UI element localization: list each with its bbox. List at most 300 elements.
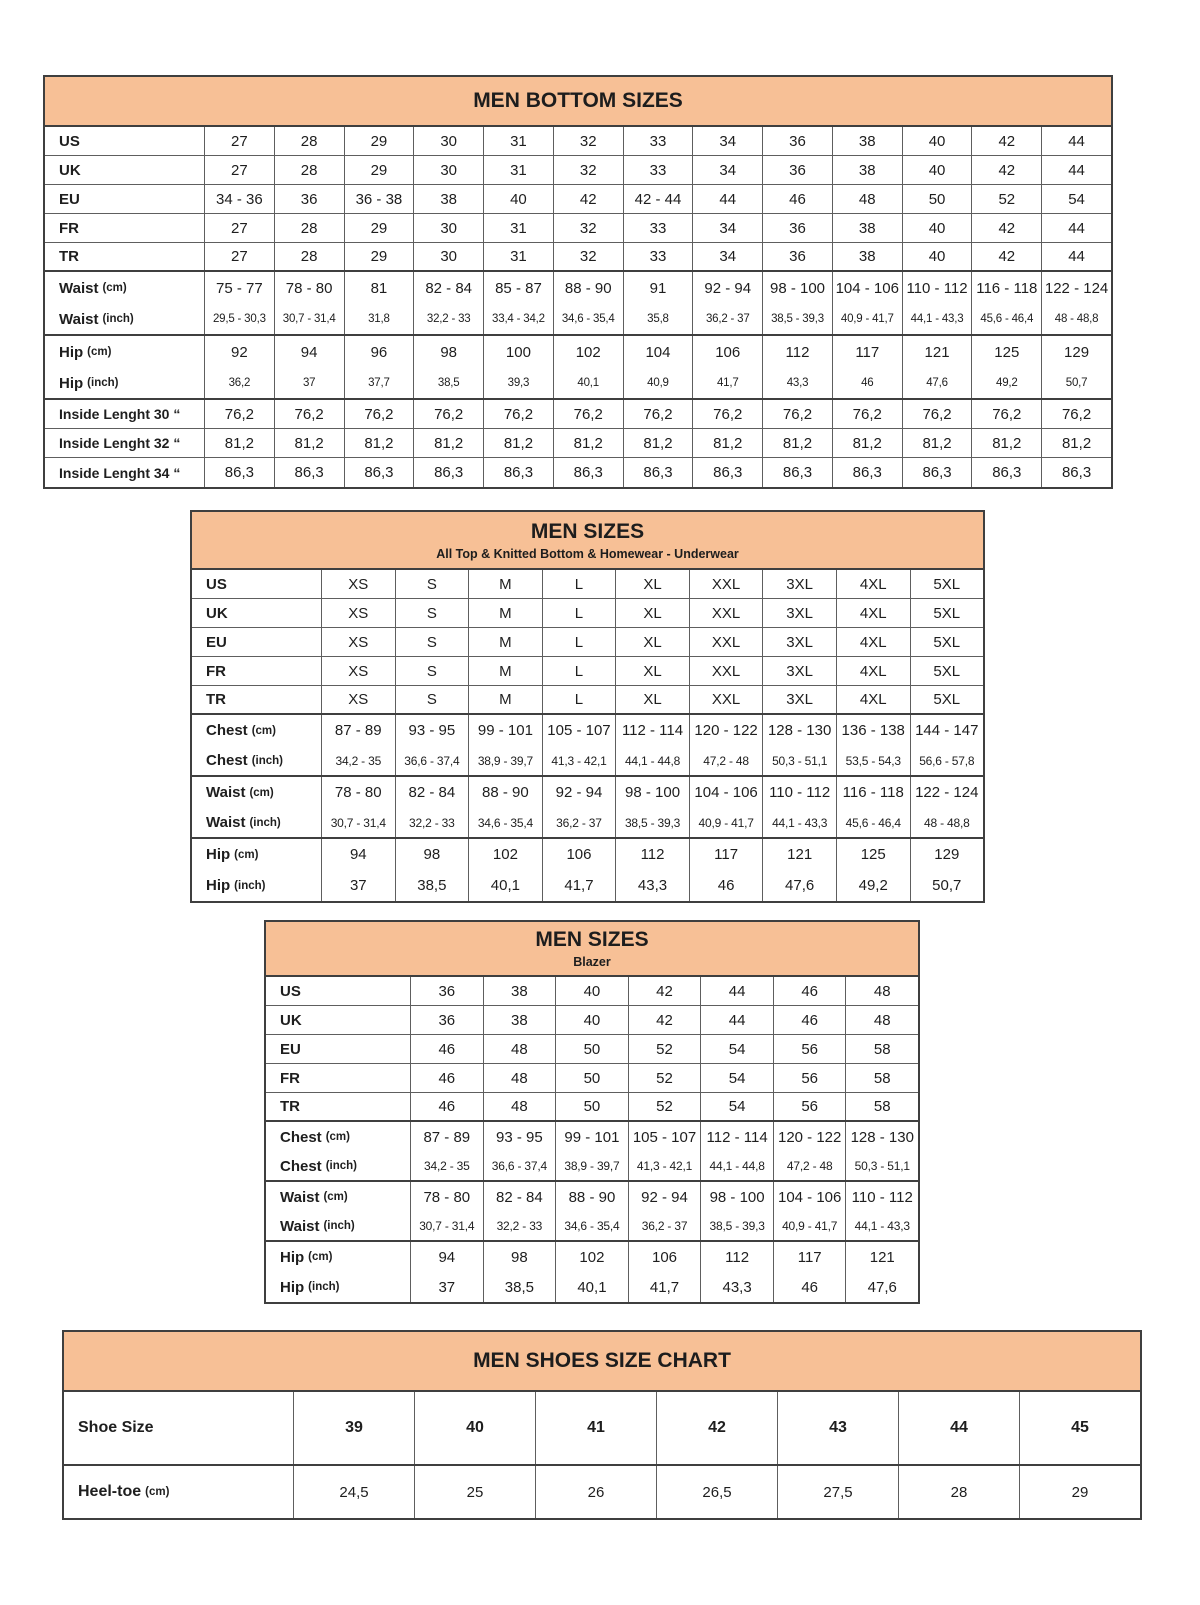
table-cell: 48 — [833, 185, 903, 213]
table-cell: 92 — [205, 336, 275, 368]
table-cell: 48 — [484, 1035, 557, 1063]
table-cell: 106 — [543, 839, 617, 870]
row-label — [192, 628, 322, 656]
table-cell: 49,2 — [972, 368, 1042, 398]
row-label-text: Inside Lenght 34 “ — [59, 464, 181, 481]
table-cell: 3XL — [763, 686, 837, 713]
table-row — [266, 1122, 918, 1152]
table-cell: 52 — [629, 1093, 702, 1120]
row-label — [45, 185, 205, 213]
table-cell: 44,1 - 43,3 — [763, 808, 837, 837]
table-cell: 32,2 - 33 — [484, 1212, 557, 1240]
table-cell: 42 — [972, 156, 1042, 184]
table-cell: 98 — [484, 1242, 557, 1272]
row-label-text: Heel-toe — [78, 1483, 142, 1500]
table-cell: 28 — [899, 1466, 1020, 1518]
row-label-text: EU — [206, 633, 227, 651]
table-cell: 4XL — [837, 628, 911, 656]
table-cell: 44 — [1068, 132, 1085, 150]
table-cell: 34,6 - 35,4 — [556, 1212, 629, 1240]
row-label-text: Waist — [206, 784, 246, 801]
table-cell: 75 - 77 — [205, 272, 275, 304]
table-cell: 32 — [554, 156, 624, 184]
table-cell: 36,2 - 37 — [543, 808, 617, 837]
table-cell: 33,4 - 34,2 — [484, 304, 554, 334]
table-cell: 3XL — [763, 599, 837, 627]
table-cell: 48 - 48,8 — [923, 815, 970, 830]
table-cell: 38 — [833, 156, 903, 184]
row-label-text: FR — [206, 662, 226, 680]
table-cell: S — [396, 686, 470, 713]
table-cell: 54 — [1068, 190, 1085, 208]
table-row — [45, 185, 1111, 214]
table-cell: 86,3 — [1061, 464, 1092, 481]
row-label — [192, 777, 322, 808]
row-label-text: EU — [59, 190, 80, 208]
table-cell: 46 — [411, 1093, 484, 1120]
table-cell: 44 — [899, 1392, 1020, 1464]
table-cell: 30,7 - 31,4 — [275, 304, 345, 334]
table-cell: 47,2 - 48 — [690, 746, 764, 775]
table-cell: 28 — [275, 156, 345, 184]
table-row — [45, 458, 1111, 487]
table-cell: 36,2 — [205, 368, 275, 398]
table-row — [266, 1064, 918, 1093]
table-row — [192, 628, 983, 657]
table-cell: 98 - 100 — [701, 1182, 774, 1212]
table-cell: 46 — [411, 1064, 484, 1092]
row-label — [45, 429, 205, 457]
table-cell: S — [396, 657, 470, 685]
table-cell: 27 — [205, 243, 275, 270]
table-cell: 41,3 - 42,1 — [543, 746, 617, 775]
table-cell: 40 — [903, 243, 973, 270]
table-row — [266, 1272, 918, 1302]
row-label — [45, 400, 205, 428]
table-cell: 110 - 112 — [851, 1188, 913, 1206]
table-cell: XL — [616, 599, 690, 627]
row-label-unit: (inch) — [323, 1220, 355, 1232]
table-cell: L — [543, 628, 617, 656]
row-label — [45, 243, 205, 270]
table-cell: 36 — [763, 127, 833, 155]
table-cell: XS — [322, 570, 396, 598]
table-row — [266, 1152, 918, 1182]
table-cell: 3XL — [763, 657, 837, 685]
row-label — [266, 1182, 411, 1212]
table-cell: 40,9 - 41,7 — [690, 808, 764, 837]
row-label — [192, 657, 322, 685]
table-cell: 42 — [972, 243, 1042, 270]
table-cell: 30 — [414, 156, 484, 184]
row-label-unit: (inch) — [234, 879, 266, 892]
row-label-text: Shoe Size — [78, 1419, 154, 1436]
table-row — [192, 839, 983, 870]
table-cell: 41 — [536, 1392, 657, 1464]
row-label — [45, 272, 205, 304]
table-cell: 81,2 — [205, 429, 275, 457]
table-cell: 112 — [701, 1242, 774, 1272]
row-label-unit: (cm) — [308, 1251, 333, 1263]
row-label — [192, 570, 322, 598]
table-cell: 94 — [275, 336, 345, 368]
table-cell: 38 — [833, 214, 903, 242]
table-title: MEN SIZES — [530, 519, 645, 543]
table-cell: 81,2 — [693, 429, 763, 457]
table-row — [45, 429, 1111, 458]
table-cell: 27 — [205, 127, 275, 155]
row-label — [266, 977, 411, 1005]
table-cell: 76,2 — [763, 400, 833, 428]
table-cell: 121 — [903, 336, 973, 368]
table-cell: 105 - 107 — [629, 1122, 702, 1152]
table-cell: 37 — [275, 368, 345, 398]
table-cell: 33 — [624, 127, 694, 155]
table-cell: 122 - 124 — [1044, 279, 1109, 297]
row-label-unit: (inch) — [102, 313, 134, 325]
table-cell: 117 — [833, 336, 903, 368]
table-cell: 121 — [763, 839, 837, 870]
row-label-text: Chest — [280, 1128, 322, 1146]
table-body — [192, 570, 983, 901]
table-cell: 30 — [414, 243, 484, 270]
table-cell: 38,5 - 39,3 — [616, 808, 690, 837]
row-label — [266, 1006, 411, 1034]
table-cell: 98 - 100 — [763, 272, 833, 304]
table-cell: M — [469, 686, 543, 713]
table-cell: 50,7 — [1065, 377, 1088, 389]
row-label — [192, 808, 322, 837]
table-row — [45, 272, 1111, 304]
table-cell: 125 — [837, 839, 911, 870]
table-cell: 96 — [345, 336, 415, 368]
table-cell: 110 - 112 — [903, 272, 973, 304]
table-cell: 36 — [275, 185, 345, 213]
row-label-unit: (inch) — [249, 816, 281, 829]
table-cell: 81 — [345, 272, 415, 304]
row-label — [266, 1093, 411, 1120]
table-cell: 52 — [629, 1035, 702, 1063]
table-cell: 116 - 118 — [837, 777, 911, 808]
table-cell: 106 — [693, 336, 763, 368]
table-cell: 36 — [411, 1006, 484, 1034]
table-cell: 4XL — [837, 657, 911, 685]
table-cell: 92 - 94 — [693, 272, 763, 304]
row-label-text: EU — [280, 1040, 301, 1058]
table-cell: XS — [322, 628, 396, 656]
table-cell: 129 — [1064, 343, 1090, 361]
row-label-text: Hip — [206, 846, 231, 863]
table-cell: 86,3 — [763, 458, 833, 487]
table-cell: 45 — [1071, 1419, 1089, 1436]
table-cell: 29 — [345, 127, 415, 155]
table-cell: 87 - 89 — [411, 1122, 484, 1152]
table-cell: 112 - 114 — [616, 715, 690, 746]
table-cell: 81,2 — [1061, 434, 1092, 452]
table-cell: 40 — [415, 1392, 536, 1464]
table-cell: 32 — [554, 243, 624, 270]
table-row — [45, 400, 1111, 429]
table-cell: XL — [616, 628, 690, 656]
table-cell: 41,7 — [629, 1272, 702, 1302]
row-label-unit: (cm) — [234, 848, 259, 861]
row-label-unit: (inch) — [325, 1160, 357, 1172]
table-cell: 47,2 - 48 — [774, 1152, 847, 1180]
table-cell: 121 — [869, 1248, 895, 1266]
table-row — [45, 243, 1111, 272]
table-body — [64, 1392, 1140, 1518]
table-cell: 105 - 107 — [543, 715, 617, 746]
table-cell: 86,3 — [903, 458, 973, 487]
row-label-text: Hip — [280, 1278, 305, 1296]
table-cell: 25 — [415, 1466, 536, 1518]
men-shoes-size-chart-table — [62, 1330, 1142, 1520]
table-cell: 36 - 38 — [345, 185, 415, 213]
table-cell: 56 — [774, 1064, 847, 1092]
table-row — [266, 977, 918, 1006]
table-cell: 86,3 — [275, 458, 345, 487]
table-cell: 48 — [873, 1011, 891, 1029]
table-cell: 92 - 94 — [543, 777, 617, 808]
table-cell: 40 — [556, 1006, 629, 1034]
table-title: MEN BOTTOM SIZES — [473, 89, 683, 112]
table-cell: 50 — [556, 1035, 629, 1063]
table-cell: 36,6 - 37,4 — [396, 746, 470, 775]
table-cell: 46 — [763, 185, 833, 213]
table-cell: 104 - 106 — [833, 272, 903, 304]
table-row — [192, 777, 983, 808]
row-label-text: FR — [280, 1069, 300, 1087]
table-cell: 34 — [693, 243, 763, 270]
table-cell: XXL — [690, 686, 764, 713]
table-cell: 50,3 - 51,1 — [763, 746, 837, 775]
table-row — [192, 808, 983, 839]
table-cell: 38,5 - 39,3 — [763, 304, 833, 334]
table-cell: 43,3 — [701, 1272, 774, 1302]
row-label — [45, 127, 205, 155]
table-cell: 43 — [778, 1392, 899, 1464]
table-cell: 31 — [484, 156, 554, 184]
table-cell: 120 - 122 — [774, 1122, 847, 1152]
table-cell: 93 - 95 — [396, 715, 470, 746]
table-cell: 86,3 — [833, 458, 903, 487]
table-cell: 99 - 101 — [556, 1122, 629, 1152]
table-cell: 29 — [345, 243, 415, 270]
table-cell: 36 — [763, 214, 833, 242]
table-cell: 31 — [484, 127, 554, 155]
table-cell: 81,2 — [833, 429, 903, 457]
row-label-text: Chest — [206, 752, 248, 769]
table-cell: 48 - 48,8 — [1054, 313, 1099, 325]
table-cell: 40,1 — [556, 1272, 629, 1302]
table-cell: L — [543, 686, 617, 713]
table-cell: 76,2 — [414, 400, 484, 428]
table-cell: 38,9 - 39,7 — [556, 1152, 629, 1180]
table-cell: 81,2 — [624, 429, 694, 457]
row-label-text: Waist — [59, 279, 99, 297]
table-cell: 39 — [294, 1392, 415, 1464]
row-label-unit: (cm) — [102, 282, 127, 294]
table-cell: 78 - 80 — [322, 777, 396, 808]
table-row — [192, 686, 983, 715]
table-cell: 76,2 — [833, 400, 903, 428]
table-cell: 76,2 — [624, 400, 694, 428]
table-body — [45, 127, 1111, 487]
table-cell: M — [469, 657, 543, 685]
table-cell: XXL — [690, 628, 764, 656]
table-cell: 48 — [873, 982, 891, 1000]
row-label-text: Chest — [206, 722, 248, 739]
table-cell: 31,8 — [345, 304, 415, 334]
row-label-unit: (inch) — [308, 1281, 340, 1293]
table-header — [45, 77, 1111, 127]
table-cell: 99 - 101 — [469, 715, 543, 746]
row-label — [64, 1466, 294, 1518]
table-cell: 29 — [1071, 1483, 1089, 1501]
table-cell: 42 — [629, 1006, 702, 1034]
table-cell: 86,3 — [484, 458, 554, 487]
table-cell: 29 — [345, 156, 415, 184]
table-cell: XL — [616, 686, 690, 713]
table-cell: 4XL — [837, 570, 911, 598]
table-cell: 27 — [205, 156, 275, 184]
table-cell: 76,2 — [205, 400, 275, 428]
table-cell: 81,2 — [345, 429, 415, 457]
table-cell: 117 — [690, 839, 764, 870]
table-cell: 82 - 84 — [396, 777, 470, 808]
table-cell: 36 — [763, 243, 833, 270]
table-cell: 37 — [411, 1272, 484, 1302]
row-label — [45, 368, 205, 398]
row-label-unit: (cm) — [323, 1191, 348, 1203]
table-cell: 37,7 — [345, 368, 415, 398]
table-cell: 44 — [701, 977, 774, 1005]
table-row — [192, 746, 983, 777]
table-cell: 91 — [624, 272, 694, 304]
table-cell: 44 — [1068, 248, 1085, 265]
table-cell: 42 — [972, 214, 1042, 242]
men-sizes-tops-table — [190, 510, 985, 903]
table-cell: 40 — [556, 977, 629, 1005]
table-cell: 38 — [833, 243, 903, 270]
table-cell: 78 - 80 — [411, 1182, 484, 1212]
table-cell: 3XL — [763, 628, 837, 656]
men-bottom-sizes-table — [43, 75, 1113, 489]
table-cell: 117 — [774, 1242, 847, 1272]
table-cell: XXL — [690, 599, 764, 627]
table-header — [192, 512, 983, 570]
row-label-text: Waist — [280, 1188, 320, 1206]
row-label — [266, 1035, 411, 1063]
table-cell: 85 - 87 — [484, 272, 554, 304]
table-cell: 34,2 - 35 — [411, 1152, 484, 1180]
table-title: MEN SIZES — [535, 928, 649, 951]
table-cell: 128 - 130 — [850, 1128, 914, 1146]
table-cell: 50 — [556, 1093, 629, 1120]
table-cell: 86,3 — [972, 458, 1042, 487]
row-label-unit: (cm) — [251, 724, 276, 737]
row-label-unit: (cm) — [87, 346, 112, 358]
table-cell: 78 - 80 — [275, 272, 345, 304]
table-cell: 128 - 130 — [763, 715, 837, 746]
row-label-text: Waist — [206, 814, 246, 831]
row-label — [45, 458, 205, 487]
table-row — [266, 1035, 918, 1064]
table-cell: 102 — [469, 839, 543, 870]
table-cell: 58 — [873, 1040, 891, 1058]
table-cell: 29,5 - 30,3 — [205, 304, 275, 334]
table-cell: 44 — [1068, 161, 1085, 179]
table-cell: 56,6 - 57,8 — [919, 753, 975, 768]
table-cell: S — [396, 570, 470, 598]
table-cell: 46 — [690, 870, 764, 901]
table-cell: 28 — [275, 243, 345, 270]
table-cell: 50,7 — [932, 877, 962, 894]
table-cell: 38 — [414, 185, 484, 213]
table-cell: 44 — [693, 185, 763, 213]
table-cell: 58 — [873, 1069, 891, 1087]
table-cell: 5XL — [933, 604, 961, 622]
table-cell: 27,5 — [778, 1466, 899, 1518]
table-cell: 36,2 - 37 — [629, 1212, 702, 1240]
table-cell: 40,1 — [469, 870, 543, 901]
table-cell: 81,2 — [414, 429, 484, 457]
table-cell: 39,3 — [484, 368, 554, 398]
table-cell: 33 — [624, 214, 694, 242]
table-cell: 41,7 — [693, 368, 763, 398]
table-cell: 38 — [484, 1006, 557, 1034]
table-row — [192, 657, 983, 686]
table-cell: 38,5 — [414, 368, 484, 398]
row-label — [266, 1152, 411, 1180]
table-header — [64, 1332, 1140, 1392]
table-cell: 5XL — [933, 691, 961, 708]
row-label — [266, 1122, 411, 1152]
table-cell: 129 — [934, 846, 960, 863]
table-cell: XS — [322, 599, 396, 627]
table-cell: 76,2 — [903, 400, 973, 428]
table-cell: 49,2 — [837, 870, 911, 901]
table-cell: 44,1 - 44,8 — [701, 1152, 774, 1180]
table-cell: 5XL — [933, 633, 961, 651]
table-cell: 116 - 118 — [972, 272, 1042, 304]
row-label — [45, 214, 205, 242]
row-label-text: Waist — [59, 310, 99, 328]
table-cell: 32,2 - 33 — [414, 304, 484, 334]
table-cell: 46 — [774, 1272, 847, 1302]
row-label-text: Hip — [206, 877, 231, 894]
table-cell: 38 — [833, 127, 903, 155]
table-cell: 76,2 — [484, 400, 554, 428]
table-cell: 86,3 — [554, 458, 624, 487]
row-label-text: FR — [59, 219, 79, 237]
row-label — [192, 715, 322, 746]
table-cell: 88 - 90 — [469, 777, 543, 808]
row-label — [266, 1242, 411, 1272]
table-cell: 50 — [556, 1064, 629, 1092]
table-cell: 33 — [624, 243, 694, 270]
table-cell: L — [543, 657, 617, 685]
table-row — [45, 127, 1111, 156]
table-cell: 36 — [763, 156, 833, 184]
table-cell: 81,2 — [972, 429, 1042, 457]
table-cell: 40 — [903, 156, 973, 184]
table-cell: 38,5 - 39,3 — [701, 1212, 774, 1240]
row-label — [192, 746, 322, 775]
table-row — [192, 870, 983, 901]
row-label-text: Waist — [280, 1217, 320, 1235]
row-label — [64, 1392, 294, 1464]
